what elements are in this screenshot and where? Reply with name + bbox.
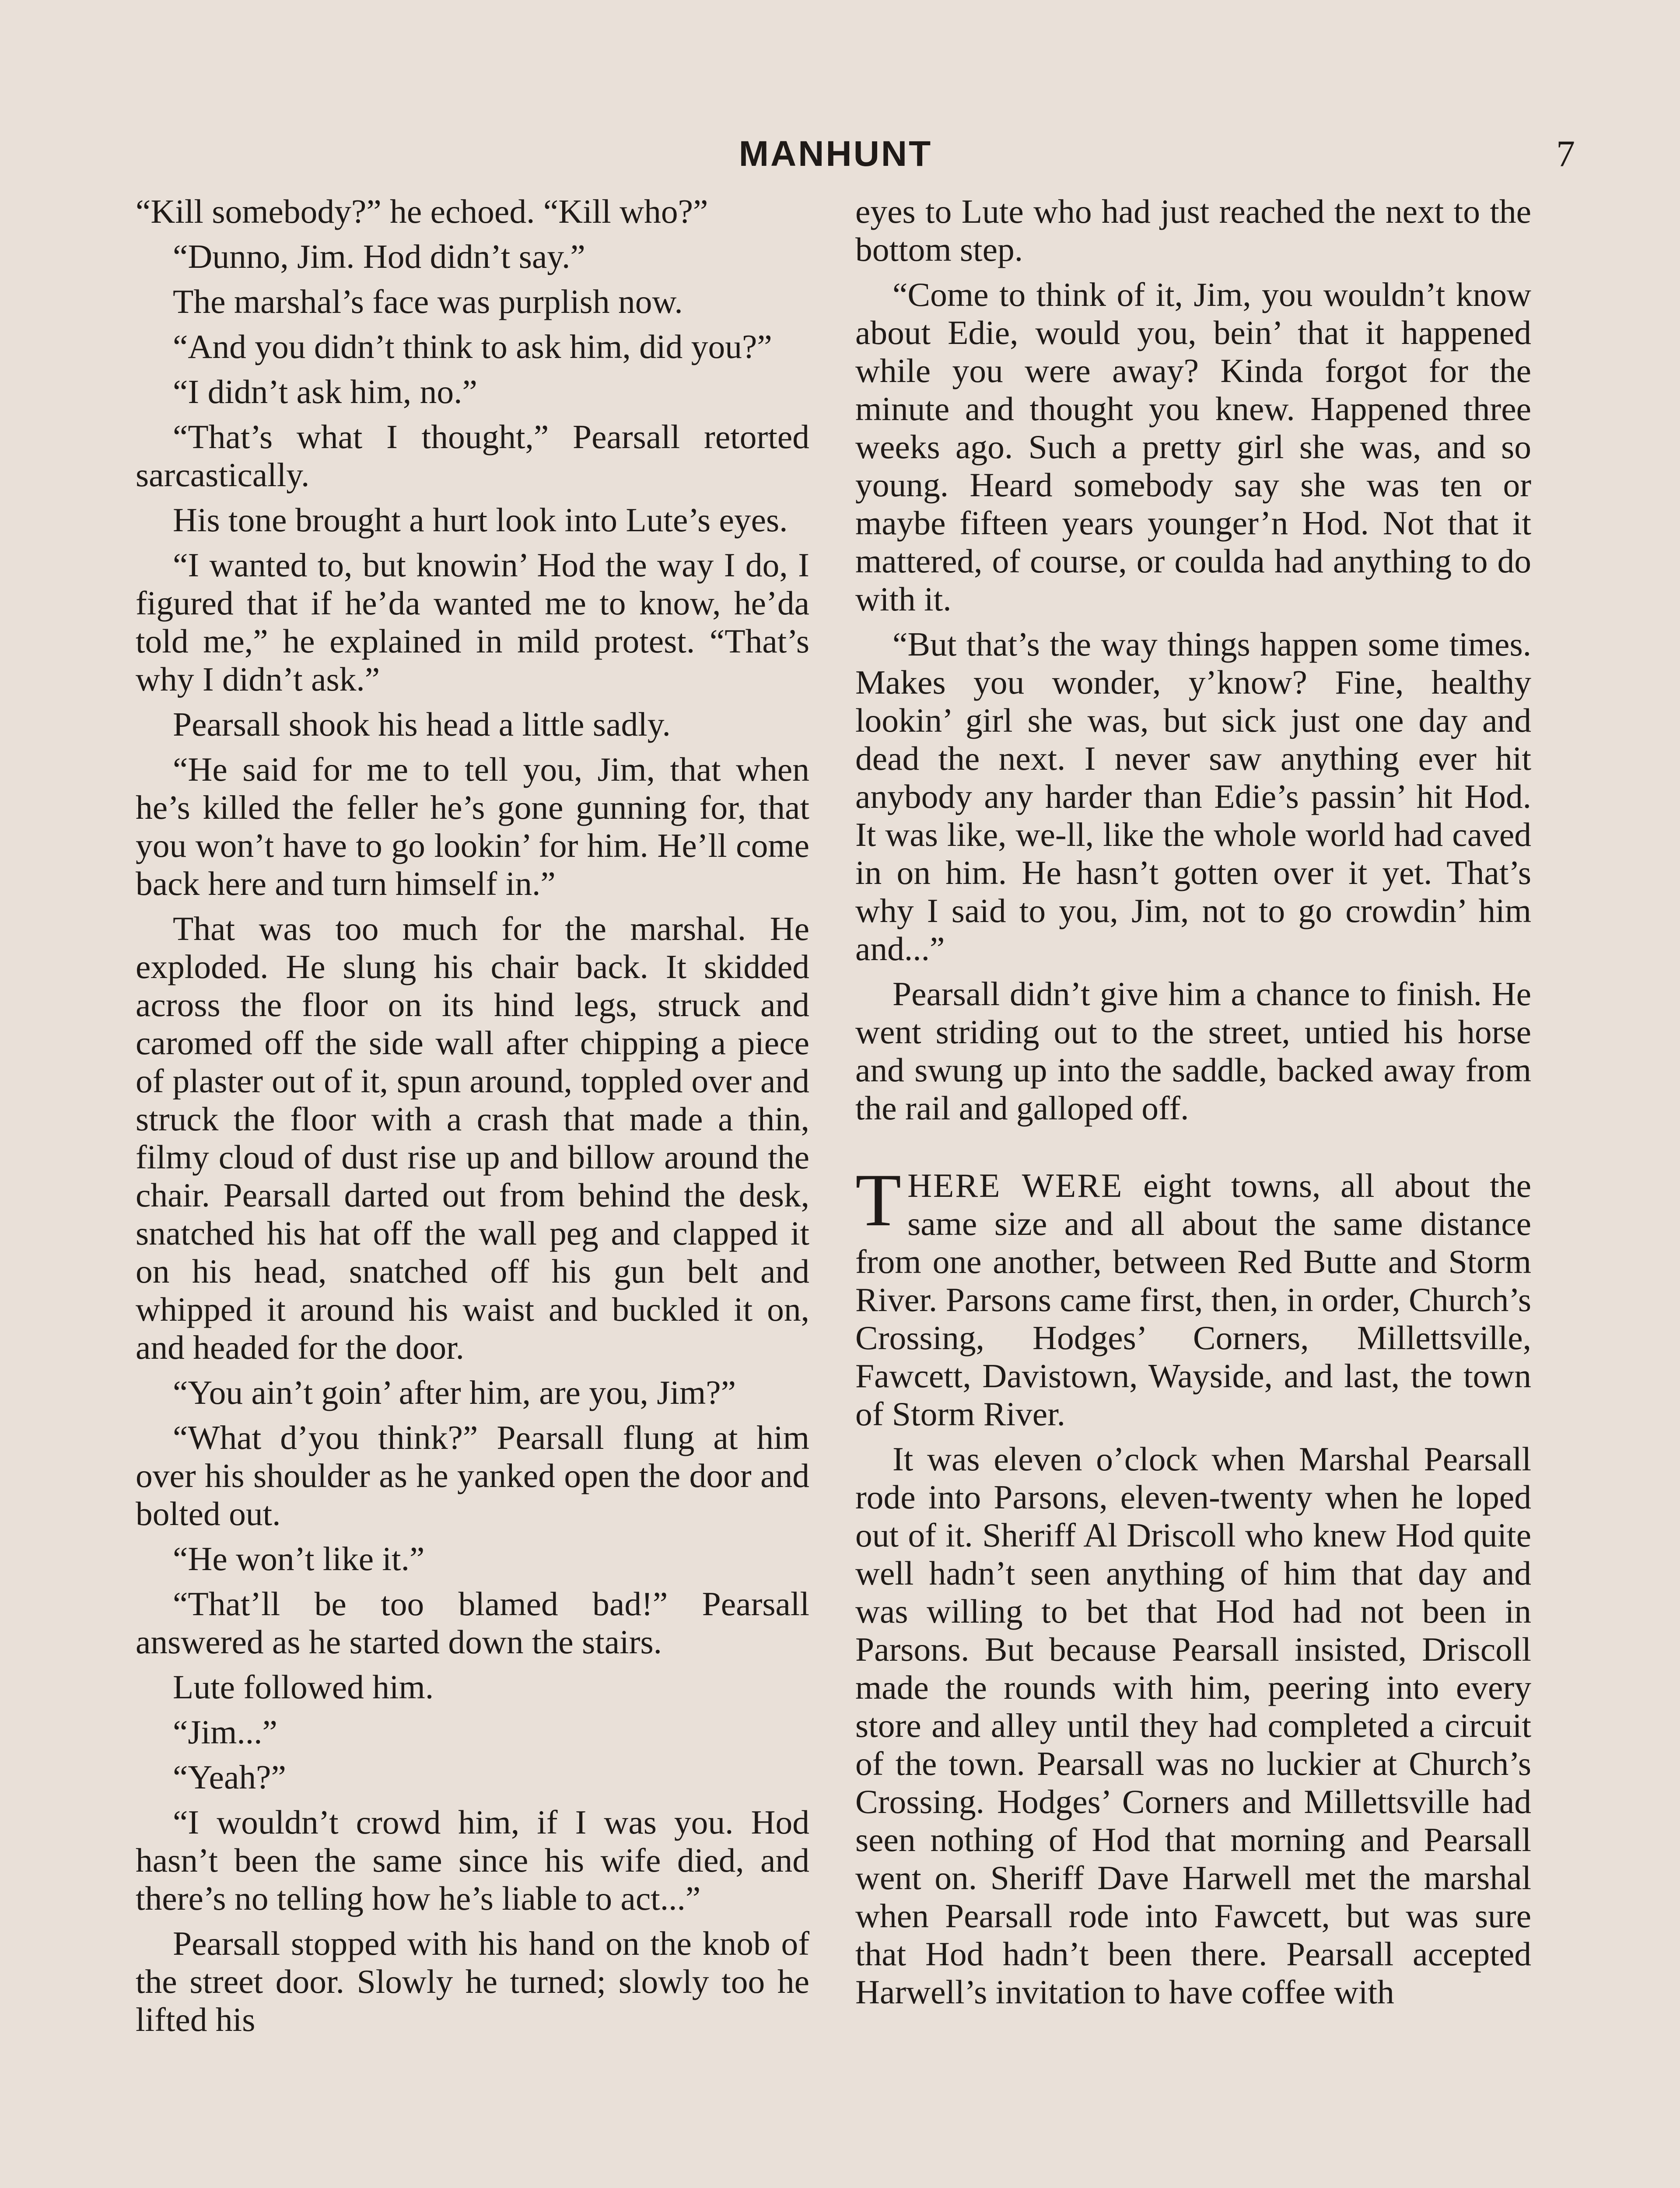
paragraph: “I didn’t ask him, no.”	[173, 373, 477, 410]
paragraph: “He won’t like it.”	[173, 1540, 425, 1578]
magazine-title: MANHUNT	[738, 134, 933, 174]
page-number: 7	[1556, 133, 1575, 175]
paragraph: “Dunno, Jim. Hod didn’t say.”	[173, 238, 585, 275]
section-opening-paragraph	[855, 1159, 1531, 1433]
left-column	[136, 193, 809, 2046]
paragraph: “That’s what I thought,” Pearsall retorted sarcastically.	[136, 418, 809, 494]
paragraph: It was eleven o’clock when Marshal Pearsall rode into Parsons, eleven-twenty when he loped out of it. Sheriff Al Driscoll who knew Hod quite well hadn’t seen anything of him that day and was willing to bet that Hod had not been in Parsons. But because Pearsall insisted, Driscoll made the rounds with him, peering into every store and alley until they had completed a circuit of the town. Pearsall was no luckier at Church’s Crossing. Hodges’ Corners and Millettsville had seen nothing of Hod that morning and Pearsall went on. Sheriff Dave Harwell met the marshal when Pearsall rode into Fawcett, but was sure that Hod hadn’t been there. Pearsall accepted Harwell’s invitation to have coffee with	[855, 1440, 1531, 2011]
paragraph: Pearsall stopped with his hand on the knob of the street door. Slowly he turned; slowly too he lifted his	[136, 1925, 809, 2038]
paragraph: “But that’s the way things happen some times. Makes you wonder, y’know? Fine, healthy lookin’ girl she was, but sick just one day and dead the next. I never saw anything ever hit anybody any harder than Edie’s passin’ hit Hod. It was like, we-ll, like the whole world had caved in on him. He hasn’t gotten over it yet. That’s why I said to you, Jim, not to go crowdin’ him and...”	[855, 625, 1531, 968]
page-header	[131, 133, 1575, 182]
paragraph: “What d’you think?” Pearsall flung at him over his shoulder as he yanked open the door and bolted out.	[136, 1419, 809, 1532]
paragraph: “I wanted to, but knowin’ Hod the way I do, I figured that if he’da wanted me to know, he’da told me,” he explained in mild protest. “That’s why I didn’t ask.”	[136, 546, 809, 698]
section-lead-in: HERE WERE	[907, 1167, 1124, 1204]
paragraph: “Yeah?”	[173, 1758, 286, 1796]
paragraph: “You ain’t goin’ after him, are you, Jim?”	[173, 1374, 736, 1411]
paragraph-continuation: eyes to Lute who had just reached the next to the bottom step.	[855, 193, 1531, 268]
section-first-text: eight towns, all about the same size and all about the same distance from one another, between Red Butte and Storm River. Parsons came first, then, in order, Church’s Crossing, Hodges’ Corners, Millettsville, Fawcett, Davistown, Wayside, and last, the town of Storm River.	[855, 1167, 1531, 1433]
paragraph: “That’ll be too blamed bad!” Pearsall answered as he started down the stairs.	[136, 1585, 809, 1661]
paragraph: Pearsall didn’t give him a chance to finish. He went striding out to the street, untied his horse and swung up into the saddle, backed away from the rail and galloped off.	[855, 975, 1531, 1127]
right-column	[855, 193, 1531, 2018]
paragraph: The marshal’s face was purplish now.	[173, 283, 683, 320]
paragraph: “I wouldn’t crowd him, if I was you. Hod hasn’t been the same since his wife died, and there’s no telling how he’s liable to act...”	[136, 1803, 809, 1917]
paragraph: “And you didn’t think to ask him, did you?”	[173, 328, 772, 365]
paragraph: Pearsall shook his head a little sadly.	[173, 705, 671, 743]
paragraph: “He said for me to tell you, Jim, that when he’s killed the feller he’s gone gunning for, that you won’t have to go lookin’ for him. He’ll come back here and turn himself in.”	[136, 750, 809, 902]
paragraph: “Kill somebody?” he echoed. “Kill who?”	[136, 193, 708, 230]
drop-cap: T	[855, 1159, 902, 1242]
paragraph: “Come to think of it, Jim, you wouldn’t know about Edie, would you, bein’ that it happened while you were away? Kinda forgot for the minute and thought you knew. Happened three weeks ago. Such a pretty girl she was, and so young. Heard somebody say she was ten or maybe fifteen years younger’n Hod. Not that it mattered, of course, or coulda had anything to do with it.	[855, 276, 1531, 618]
paragraph: Lute followed him.	[173, 1668, 434, 1706]
paragraph: That was too much for the marshal. He exploded. He slung his chair back. It skidded across the floor on its hind legs, struck and caromed off the side wall after chipping a piece of plaster out of it, spun around, toppled over and struck the floor with a crash that made a thin, filmy cloud of dust rise up and billow around the chair. Pearsall darted out from behind the desk, snatched his hat off the wall peg and clapped it on his head, snatched off his gun belt and whipped it around his waist and buckled it on, and headed for the door.	[136, 910, 809, 1366]
paragraph: His tone brought a hurt look into Lute’s eyes.	[173, 501, 788, 539]
paragraph: “Jim...”	[173, 1713, 277, 1751]
